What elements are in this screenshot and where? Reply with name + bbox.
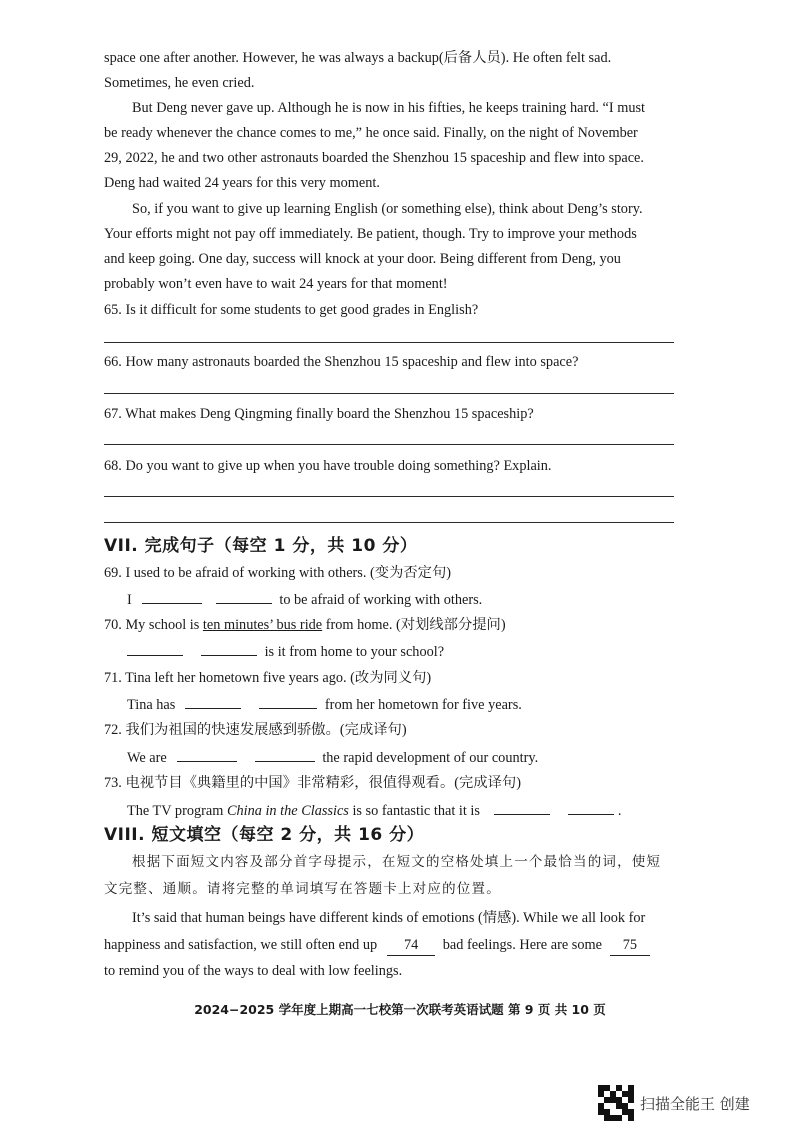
question-68: 68. Do you want to give up when you have trouble doing something? Explain. bbox=[104, 458, 552, 474]
q72-prefix: We are bbox=[127, 750, 167, 766]
question-67: 67. What makes Deng Qingming finally board the Shenzhou 15 spaceship? bbox=[104, 406, 534, 422]
cloze-text: bad feelings. Here are some bbox=[442, 937, 602, 953]
passage-line: Your efforts might not pay off immediately. Be patient, though. Try to improve your methods bbox=[104, 226, 637, 242]
blank-71-1[interactable] bbox=[185, 694, 241, 709]
q70-answer-suffix: is it from home to your school? bbox=[264, 644, 445, 660]
blank-69-2[interactable] bbox=[216, 589, 272, 604]
question-66: 66. How many astronauts boarded the Shenzhou 15 spaceship and flew into space? bbox=[104, 354, 579, 370]
answer-line-68a[interactable] bbox=[104, 496, 674, 497]
section-8-instructions: 根据下面短文内容及部分首字母提示，在短文的空格处填上一个最恰当的词，使短 bbox=[132, 854, 662, 870]
section-8-instructions: 文完整、通顺。请将完整的单词填写在答题卡上对应的位置。 bbox=[104, 881, 501, 897]
passage-line: Deng had waited 24 years for this very moment. bbox=[104, 175, 380, 191]
blank-70-2[interactable] bbox=[201, 641, 257, 656]
blank-70-1[interactable] bbox=[127, 641, 183, 656]
blank-72-1[interactable] bbox=[177, 747, 237, 762]
section-7-title: VII. 完成句子（每空 1 分，共 10 分） bbox=[104, 536, 418, 556]
passage-line: 29, 2022, he and two other astronauts boarded the Shenzhou 15 spaceship and flew into space. bbox=[104, 150, 644, 166]
page-footer: 2024−2025 学年度上期高一七校第一次联考英语试题 第 9 页 共 10 页 bbox=[194, 1002, 606, 1017]
scanner-watermark bbox=[598, 1085, 750, 1121]
question-70 bbox=[104, 615, 506, 635]
answer-line-68b[interactable] bbox=[104, 522, 674, 523]
cloze-blank-74[interactable]: 74 bbox=[387, 935, 435, 956]
blank-71-2[interactable] bbox=[259, 694, 317, 709]
passage-line: But Deng never gave up. Although he is now in his fifties, he keeps training hard. “I must bbox=[132, 100, 645, 116]
question-72-fill bbox=[127, 747, 538, 768]
answer-line-65[interactable] bbox=[104, 342, 674, 343]
cloze-line: It’s said that human beings have different kinds of emotions (情感). While we all look for bbox=[132, 910, 646, 926]
answer-line-66[interactable] bbox=[104, 393, 674, 394]
cloze-blank-75[interactable]: 75 bbox=[610, 935, 650, 956]
section-8-title: VIII. 短文填空（每空 2 分，共 16 分） bbox=[104, 825, 425, 845]
q70-prefix: 70. My school is bbox=[104, 617, 203, 633]
passage-line: probably won’t even have to wait 24 years for that moment! bbox=[104, 276, 448, 292]
watermark-text: 扫描全能王 创建 bbox=[640, 1094, 750, 1113]
q71-suffix: from her hometown for five years. bbox=[324, 697, 522, 713]
question-71-fill bbox=[127, 694, 522, 715]
blank-69-1[interactable] bbox=[142, 589, 202, 604]
question-72: 72. 我们为祖国的快速发展感到骄傲。(完成译句) bbox=[104, 722, 407, 738]
q73-middle: is so fantastic that it is bbox=[348, 803, 480, 819]
question-70-fill bbox=[127, 641, 444, 662]
q73-program-title: China in the Classics bbox=[226, 803, 349, 819]
q72-suffix: the rapid development of our country. bbox=[322, 750, 539, 766]
blank-73-2[interactable] bbox=[568, 800, 614, 815]
cloze-text: happiness and satisfaction, we still often end up bbox=[104, 937, 378, 953]
passage-line: and keep going. One day, success will knock at your door. Being different from Deng, you bbox=[104, 251, 621, 267]
question-69-fill bbox=[127, 589, 482, 610]
q69-prefix: I bbox=[127, 592, 132, 608]
qr-code-icon bbox=[598, 1085, 634, 1121]
q73-prefix: The TV program bbox=[127, 803, 227, 819]
question-71: 71. Tina left her hometown five years ago. (改为同义句) bbox=[104, 670, 432, 686]
passage-line: be ready whenever the chance comes to me,” he once said. Finally, on the night of November bbox=[104, 125, 638, 141]
question-73-fill bbox=[127, 800, 622, 821]
blank-73-1[interactable] bbox=[494, 800, 550, 815]
question-69: 69. I used to be afraid of working with others. (变为否定句) bbox=[104, 565, 452, 581]
passage-line: So, if you want to give up learning English (or something else), think about Deng’s story. bbox=[132, 201, 643, 217]
cloze-line: to remind you of the ways to deal with low feelings. bbox=[104, 963, 403, 979]
q70-underlined: ten minutes’ bus ride bbox=[202, 617, 323, 633]
passage-line: Sometimes, he even cried. bbox=[104, 75, 255, 91]
q69-suffix: to be afraid of working with others. bbox=[279, 592, 483, 608]
q71-prefix: Tina has bbox=[127, 697, 176, 713]
passage-line: space one after another. However, he was always a backup(后备人员). He often felt sad. bbox=[104, 50, 612, 66]
q70-suffix: from home. (对划线部分提问) bbox=[322, 617, 506, 633]
blank-72-2[interactable] bbox=[255, 747, 315, 762]
q73-end: . bbox=[617, 803, 622, 819]
answer-line-67[interactable] bbox=[104, 444, 674, 445]
question-73: 73. 电视节目《典籍里的中国》非常精彩，很值得观看。(完成译句) bbox=[104, 775, 521, 791]
cloze-line bbox=[104, 935, 654, 956]
question-65: 65. Is it difficult for some students to get good grades in English? bbox=[104, 302, 479, 318]
